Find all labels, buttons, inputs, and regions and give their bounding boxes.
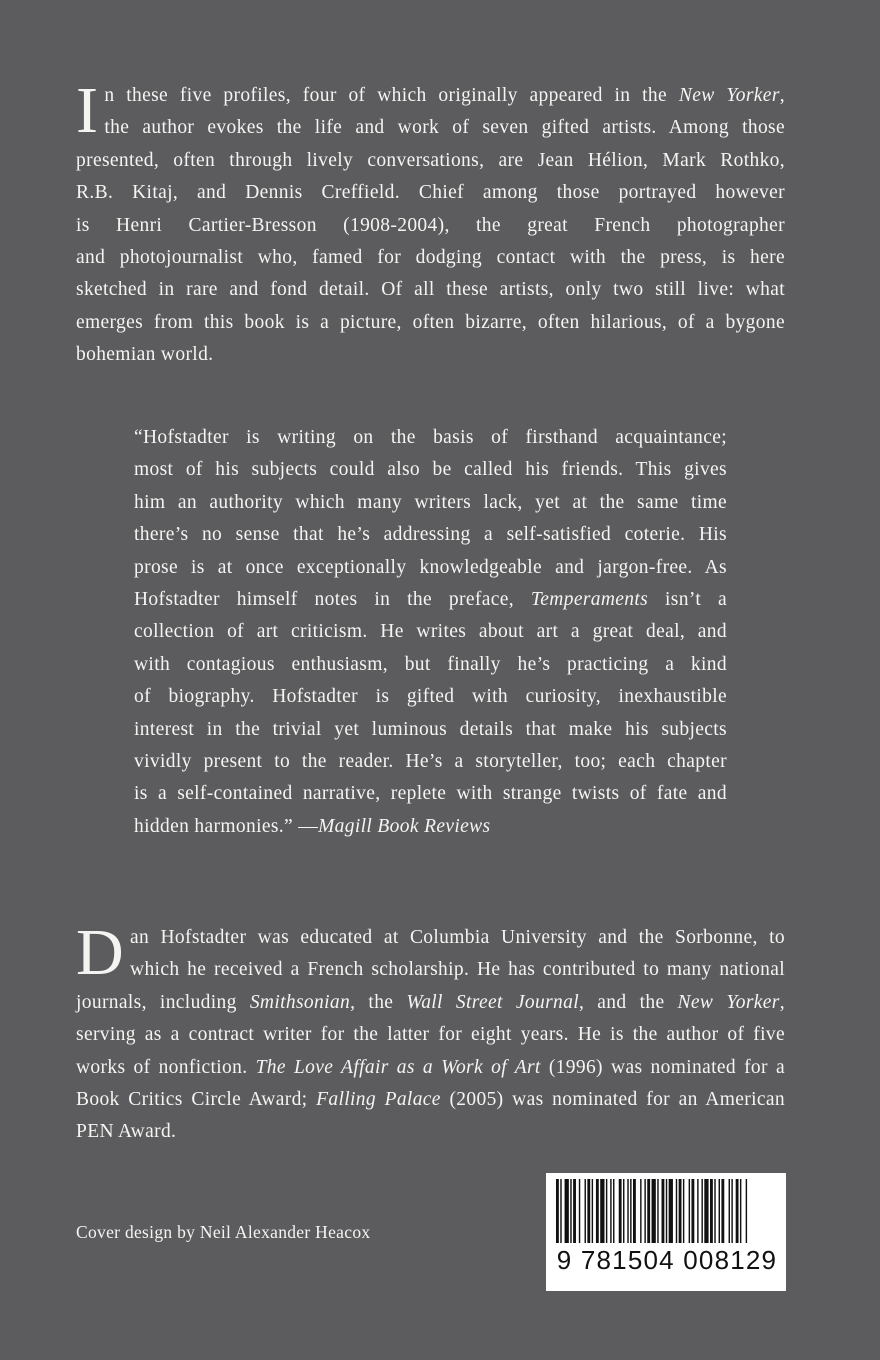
intro-text: n these five profiles, four of which originally appeared in the <box>104 85 679 106</box>
bio-text: Wall Street Journal <box>406 991 579 1013</box>
quote-line <box>134 584 727 616</box>
barcode-bars <box>556 1179 776 1243</box>
barcode-bar <box>592 1179 593 1243</box>
bio-line <box>76 1084 785 1116</box>
barcode-bar <box>691 1179 694 1243</box>
bio-dropcap: D <box>76 916 125 989</box>
barcode-bar <box>689 1179 690 1243</box>
barcode-bar <box>746 1179 747 1243</box>
quote-line <box>134 487 727 519</box>
bio-text: Smithsonian <box>249 991 351 1013</box>
barcode-bar <box>633 1179 636 1243</box>
barcode-bar <box>627 1179 628 1243</box>
quote-line <box>134 422 727 454</box>
quote-text: Magill Book Reviews <box>318 815 491 837</box>
isbn-number: 9 781504 008129 <box>556 1245 778 1275</box>
barcode-bar <box>610 1179 611 1243</box>
quote-text: Hofstadter himself notes in the preface, <box>134 589 531 611</box>
bio-line <box>76 922 785 954</box>
barcode-bar <box>662 1179 665 1243</box>
barcode-bar <box>647 1179 650 1243</box>
intro-line <box>76 339 785 371</box>
bio-text: Falling Palace <box>316 1089 441 1111</box>
intro-text: the author evokes the life and work of seven gifted artists. Among those <box>104 117 785 139</box>
quote-line <box>134 616 727 648</box>
intro-text: R.B. Kitaj, and Dennis Creffield. Chief among those portrayed however <box>76 182 785 204</box>
intro-line <box>76 80 785 112</box>
quote-line <box>134 649 727 681</box>
bio-text: Book Critics Circle Award; <box>76 1089 317 1111</box>
intro-text: New Yorker <box>678 85 780 106</box>
barcode-bar <box>679 1179 682 1243</box>
intro-text: is Henri Cartier-Bresson (1908-2004), the great French photographer <box>76 214 785 236</box>
bio-line <box>76 1116 785 1148</box>
quote-text: “Hofstadter is writing on the basis of firsthand acquaintance; <box>134 427 727 448</box>
bio-text: , and the <box>578 991 678 1013</box>
quote-text: Temperaments <box>530 589 649 611</box>
intro-text: , <box>779 85 785 106</box>
intro-line <box>76 242 785 274</box>
quote-text: vividly present to the reader. He’s a storyteller, too; each chapter <box>134 751 727 773</box>
bio-line <box>76 1019 785 1051</box>
barcode-bar <box>606 1179 607 1243</box>
barcode-bar <box>596 1179 599 1243</box>
quote-line <box>134 811 727 843</box>
barcode-bar <box>573 1179 576 1243</box>
barcode-bar <box>619 1179 622 1243</box>
bio-line <box>76 987 785 1019</box>
barcode-bar <box>630 1179 631 1243</box>
barcode-bar <box>644 1179 645 1243</box>
intro-line <box>76 177 785 209</box>
barcode-bar <box>579 1179 580 1243</box>
barcode-bar <box>697 1179 698 1243</box>
isbn-barcode <box>546 1173 786 1291</box>
barcode-bar <box>721 1179 724 1243</box>
barcode-bar <box>736 1179 739 1243</box>
quote-line <box>134 746 727 778</box>
bio-text: The Love Affair as a Work of Art <box>255 1056 541 1078</box>
quote-line <box>134 552 727 584</box>
barcode-bar <box>710 1179 713 1243</box>
intro-text: emerges from this book is a picture, often bizarre, often hilarious, of a bygone <box>76 311 785 333</box>
bio-line <box>76 954 785 986</box>
quote-text: there’s no sense that he’s addressing a self-satisfied coterie. His <box>134 524 727 546</box>
bio-text: , <box>779 991 785 1013</box>
barcode-bar <box>719 1179 720 1243</box>
intro-text: presented, often through lively conversations, are Jean Hélion, Mark Rothko, <box>76 149 785 171</box>
quote-text: him an authority which many writers lack, yet at the same time <box>134 491 727 513</box>
quote-text: collection of art criticism. He writes about art a great deal, and <box>134 621 727 643</box>
quote-text: prose is at once exceptionally knowledgeable and jargon-free. As <box>134 556 727 578</box>
barcode-bar <box>600 1179 604 1243</box>
quote-text: is a self-contained narrative, replete with strange twists of fate and <box>134 783 727 805</box>
barcode-bar <box>585 1179 586 1243</box>
quote-text: with contagious enthusiasm, but finally he’s practicing a kind <box>134 653 727 675</box>
intro-line <box>76 210 785 242</box>
quote-line <box>134 519 727 551</box>
intro-line <box>76 307 785 339</box>
barcode-bar <box>704 1179 708 1243</box>
quote-text: isn’t a <box>648 589 727 611</box>
barcode-bar <box>565 1179 569 1243</box>
quote-line <box>134 714 727 746</box>
bio-text: which he received a French scholarship. He has contributed to many national <box>130 959 785 981</box>
quote-text: hidden harmonies.” — <box>134 815 319 837</box>
intro-text: and photojournalist who, famed for dodging contact with the press, is here <box>76 247 785 269</box>
bio-text: (1996) was nominated for a <box>540 1056 785 1078</box>
barcode-bar <box>560 1179 561 1243</box>
bio-text: PEN Award. <box>76 1121 177 1143</box>
bio-text: works of nonfiction. <box>76 1056 256 1078</box>
intro-line <box>76 112 785 144</box>
barcode-bar <box>556 1179 559 1243</box>
barcode-bar <box>683 1179 684 1243</box>
bio-text: , the <box>350 991 407 1013</box>
barcode-bar <box>740 1179 741 1243</box>
barcode-bar <box>587 1179 590 1243</box>
bio-text: serving as a contract writer for the latter for eight years. He is the author of five <box>76 1024 785 1046</box>
barcode-bar <box>714 1179 715 1243</box>
barcode-bar <box>731 1179 732 1243</box>
barcode-bar <box>652 1179 656 1243</box>
bio-text: New Yorker <box>677 991 780 1013</box>
barcode-bar <box>666 1179 667 1243</box>
barcode-bar <box>676 1179 677 1243</box>
intro-text: sketched in rare and fond detail. Of all these artists, only two still live: what <box>76 279 785 301</box>
intro-text: bohemian world. <box>76 344 214 366</box>
barcode-bar <box>701 1179 702 1243</box>
author-bio <box>76 916 785 1149</box>
barcode-bar <box>613 1179 614 1243</box>
quote-text: most of his subjects could also be called his friends. This gives <box>134 459 727 481</box>
intro-line <box>76 145 785 177</box>
intro-paragraph <box>76 74 785 372</box>
barcode-bar <box>669 1179 673 1243</box>
cover-design-credit: Cover design by Neil Alexander Heacox <box>76 1222 371 1242</box>
quote-line <box>134 454 727 486</box>
barcode-bar <box>623 1179 624 1243</box>
quote-line <box>134 778 727 810</box>
barcode-bar <box>729 1179 730 1243</box>
intro-line <box>76 274 785 306</box>
barcode-bar <box>657 1179 658 1243</box>
barcode-bar <box>640 1179 641 1243</box>
review-quote <box>134 422 727 843</box>
bio-text: (2005) was nominated for an American <box>440 1089 785 1111</box>
quote-text: interest in the trivial yet luminous details that make his subjects <box>134 718 727 740</box>
bio-text: an Hofstadter was educated at Columbia University and the Sorbonne, to <box>130 927 785 948</box>
intro-dropcap: I <box>76 74 99 147</box>
bio-text: journals, including <box>76 991 250 1013</box>
bio-line <box>76 1052 785 1084</box>
quote-line <box>134 681 727 713</box>
quote-text: of biography. Hofstadter is gifted with curiosity, inexhaustible <box>134 686 727 708</box>
barcode-bar <box>570 1179 571 1243</box>
